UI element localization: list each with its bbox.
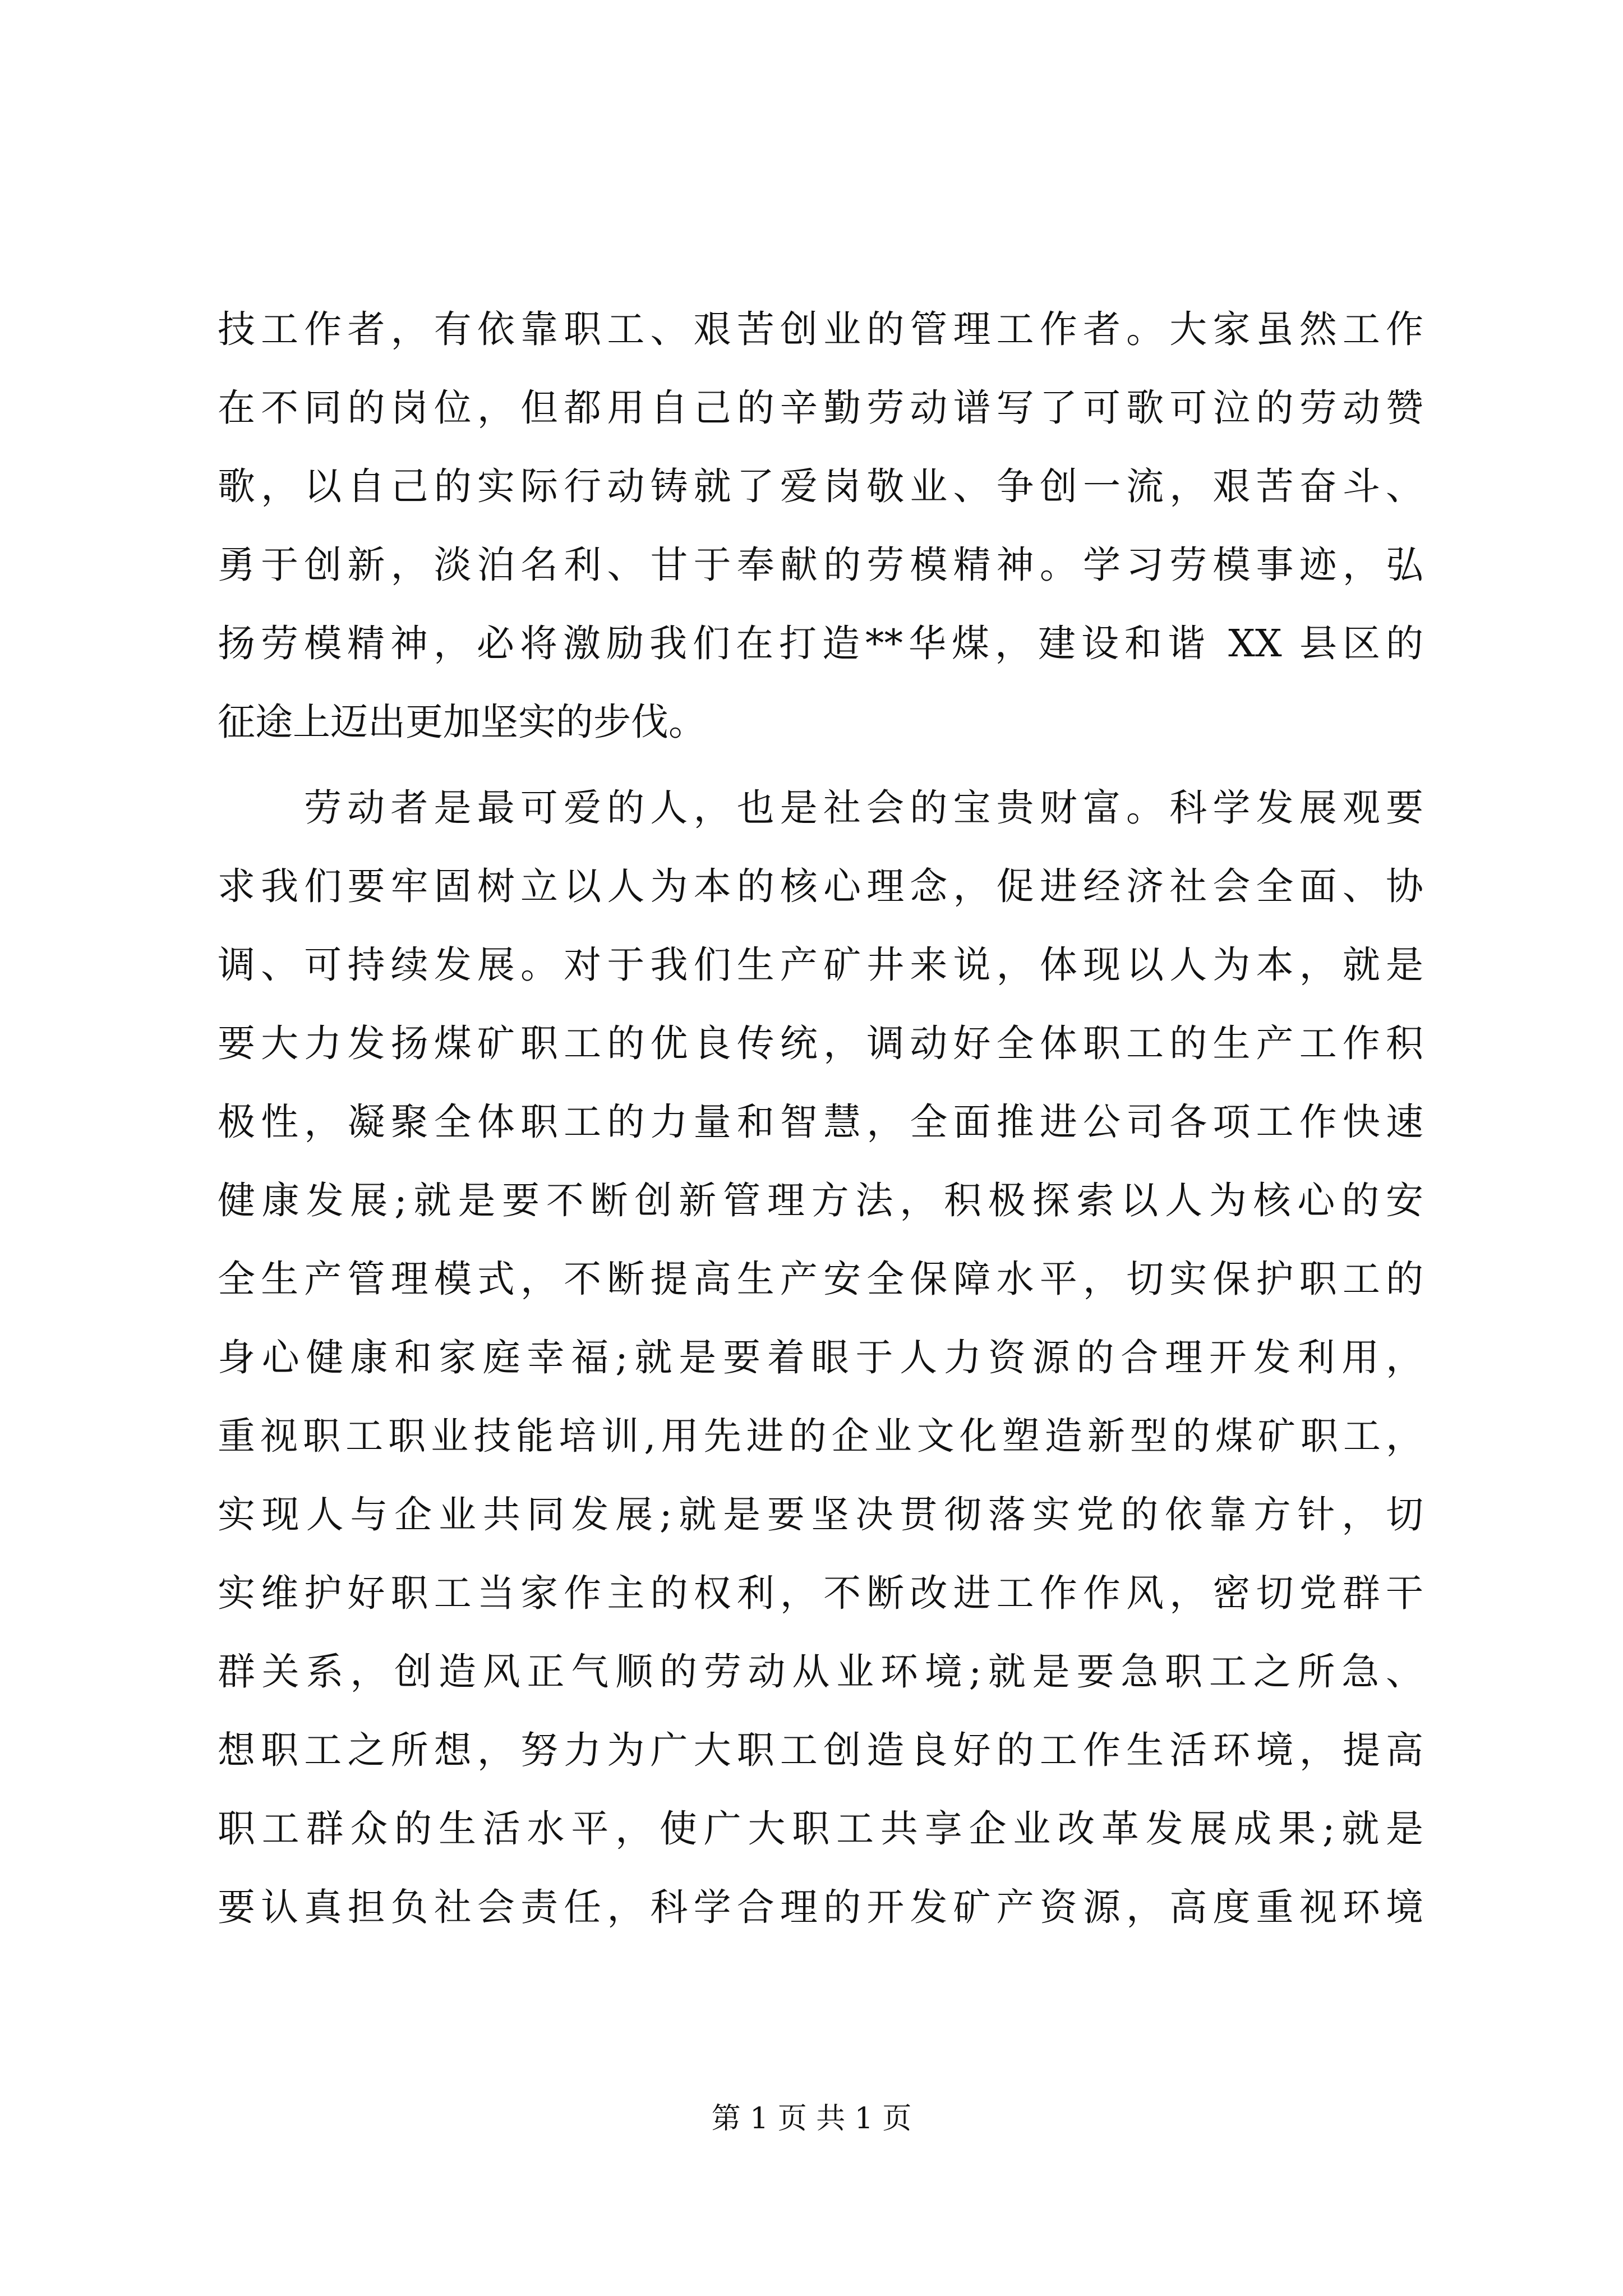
paragraph-2-line-7: 全生产管理模式，不断提高生产安全保障水平，切实保护职工的	[218, 1257, 1423, 1301]
paragraph-2-line-1: 劳动者是最可爱的人，也是社会的宝贵财富。科学发展观要	[304, 786, 1423, 830]
paragraph-1-line-2: 在不同的岗位，但都用自己的辛勤劳动谱写了可歌可泣的劳动赞	[218, 386, 1423, 430]
paragraph-1-line-1: 技工作者，有依靠职工、艰苦创业的管理工作者。大家虽然工作	[218, 307, 1423, 351]
paragraph-2-line-13: 想职工之所想，努力为广大职工创造良好的工作生活环境，提高	[218, 1728, 1423, 1772]
paragraph-2-line-8: 身心健康和家庭幸福;就是要着眼于人力资源的合理开发利用，	[218, 1336, 1423, 1379]
paragraph-2-line-14: 职工群众的生活水平，使广大职工共享企业改革发展成果;就是	[218, 1807, 1423, 1851]
paragraph-2-line-15: 要认真担负社会责任，科学合理的开发矿产资源，高度重视环境	[218, 1885, 1423, 1929]
paragraph-2-line-10: 实现人与企业共同发展;就是要坚决贯彻落实党的依靠方针，切	[218, 1493, 1423, 1536]
paragraph-2-line-3: 调、可持续发展。对于我们生产矿井来说，体现以人为本，就是	[218, 943, 1423, 987]
paragraph-2-line-9: 重视职工职业技能培训,用先进的企业文化塑造新型的煤矿职工，	[218, 1414, 1423, 1458]
paragraph-1-line-6: 征途上迈出更加坚实的步伐。	[218, 700, 706, 744]
paragraph-2-line-6: 健康发展;就是要不断创新管理方法，积极探索以人为核心的安	[218, 1179, 1423, 1222]
paragraph-2-line-11: 实维护好职工当家作主的权利，不断改进工作作风，密切党群干	[218, 1571, 1423, 1615]
paragraph-2-line-4: 要大力发扬煤矿职工的优良传统，调动好全体职工的生产工作积	[218, 1022, 1423, 1065]
paragraph-1-line-5: 扬劳模精神，必将激励我们在打造**华煤，建设和谐 XX 县区的	[218, 622, 1423, 665]
paragraph-2-line-2: 求我们要牢固树立以人为本的核心理念，促进经济社会全面、协	[218, 864, 1423, 908]
paragraph-2-line-5: 极性，凝聚全体职工的力量和智慧，全面推进公司各项工作快速	[218, 1100, 1423, 1144]
paragraph-1-line-4: 勇于创新，淡泊名利、甘于奉献的劳模精神。学习劳模事迹，弘	[218, 543, 1423, 587]
paragraph-1-line-3: 歌，以自己的实际行动铸就了爱岗敬业、争创一流，艰苦奋斗、	[218, 464, 1423, 508]
page-footer: 第 1 页 共 1 页	[711, 2102, 912, 2136]
paragraph-2-line-12: 群关系，创造风正气顺的劳动从业环境;就是要急职工之所急、	[218, 1650, 1423, 1694]
